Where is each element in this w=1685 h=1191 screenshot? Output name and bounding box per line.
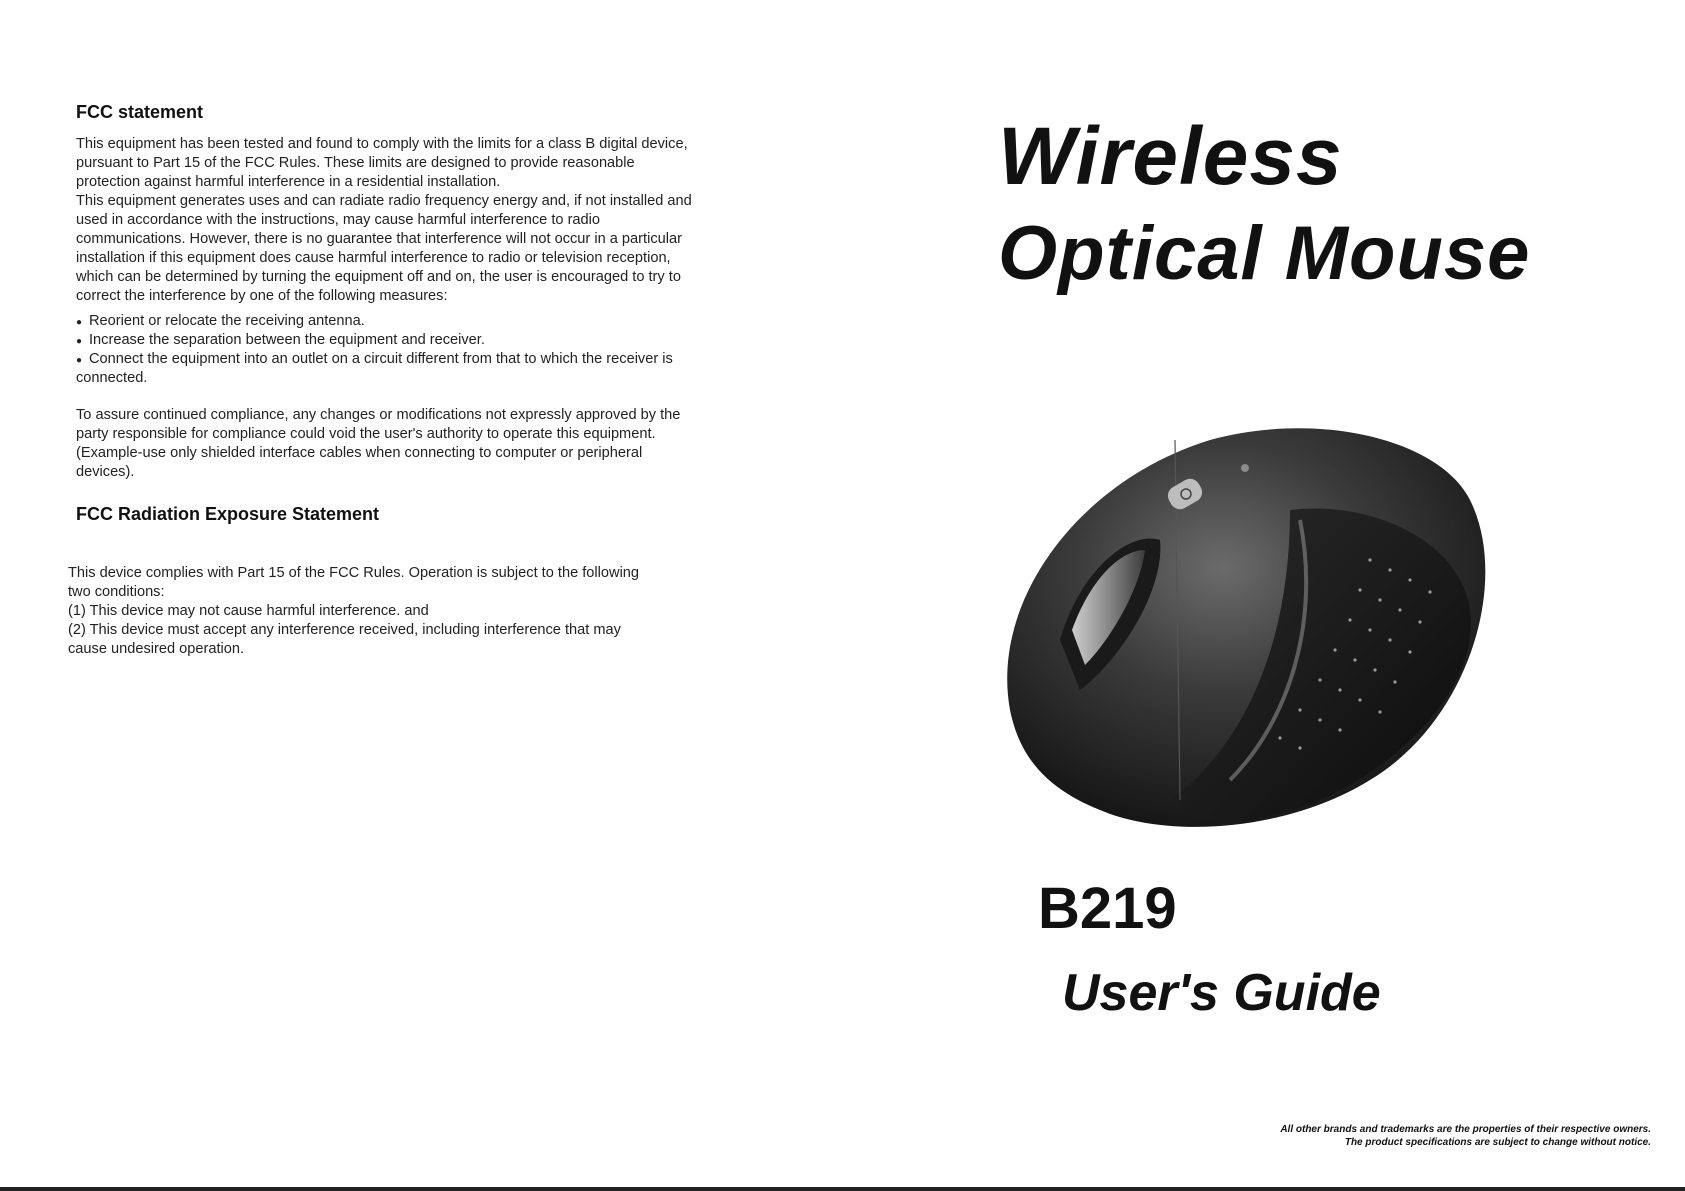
line: devices). [76, 464, 135, 480]
list-item: ● Increase the separation between the equipment and receiver. [76, 331, 766, 350]
fcc-paragraph-1 [76, 135, 766, 306]
fine-print-line-1: All other brands and trademarks are the properties of their respective owners. [1280, 1124, 1651, 1135]
radiation-statement-title: FCC Radiation Exposure Statement [76, 504, 380, 524]
cover-title-line-1: Wireless [998, 111, 1343, 202]
fine-print [1280, 1123, 1651, 1149]
line: (1) This device may not cause harmful interference. and [68, 603, 429, 619]
line: protection against harmful interference in a residential installation. [76, 174, 501, 190]
line: This equipment has been tested and found to comply with the limits for a class B digital device, [76, 136, 688, 152]
fcc-statement-section [76, 102, 766, 537]
fcc-statement-title: FCC statement [76, 102, 204, 122]
model-number: B219 [1038, 876, 1177, 941]
line: party responsible for compliance could void the user's authority to operate this equipment. [76, 426, 656, 442]
line: This equipment generates uses and can radiate radio frequency energy and, if not installed and [76, 193, 692, 209]
line: pursuant to Part 15 of the FCC Rules. These limits are designed to provide reasonable [76, 155, 635, 171]
mouse-illustration-icon [990, 420, 1590, 850]
line: two conditions: [68, 584, 165, 600]
cover-page [990, 0, 1670, 1191]
line: (Example-use only shielded interface cables when connecting to computer or peripheral [76, 445, 643, 461]
bottom-border [0, 1187, 1685, 1191]
line: which can be determined by turning the equipment off and on, the user is encouraged to try to [76, 269, 681, 285]
fcc-paragraph-2 [76, 406, 766, 482]
line: This device complies with Part 15 of the FCC Rules. Operation is subject to the following [68, 565, 640, 581]
line: used in accordance with the instructions, may cause harmful interference to radio [76, 212, 601, 228]
line: correct the interference by one of the following measures: [76, 288, 448, 304]
bullet-continuation: connected. [76, 370, 148, 386]
cover-title-line-2: Optical Mouse [998, 211, 1531, 296]
conditions-paragraph [68, 564, 708, 659]
fine-print-line-2: The product specifications are subject to change without notice. [1344, 1137, 1651, 1148]
conditions-section [68, 564, 708, 659]
line: (2) This device must accept any interference received, including interference that may [68, 622, 621, 638]
line: cause undesired operation. [68, 641, 245, 657]
users-guide-title: User's Guide [1062, 964, 1381, 1022]
line: communications. However, there is no guarantee that interference will not occur in a particular [76, 231, 682, 247]
line: To assure continued compliance, any changes or modifications not expressly approved by the [76, 407, 681, 423]
line: installation if this equipment does cause harmful interference to radio or television reception, [76, 250, 671, 266]
list-item: ● Connect the equipment into an outlet on a circuit different from that to which the receiver is [76, 350, 766, 369]
list-item: ● Reorient or relocate the receiving antenna. [76, 312, 766, 331]
measures-list [76, 312, 766, 369]
